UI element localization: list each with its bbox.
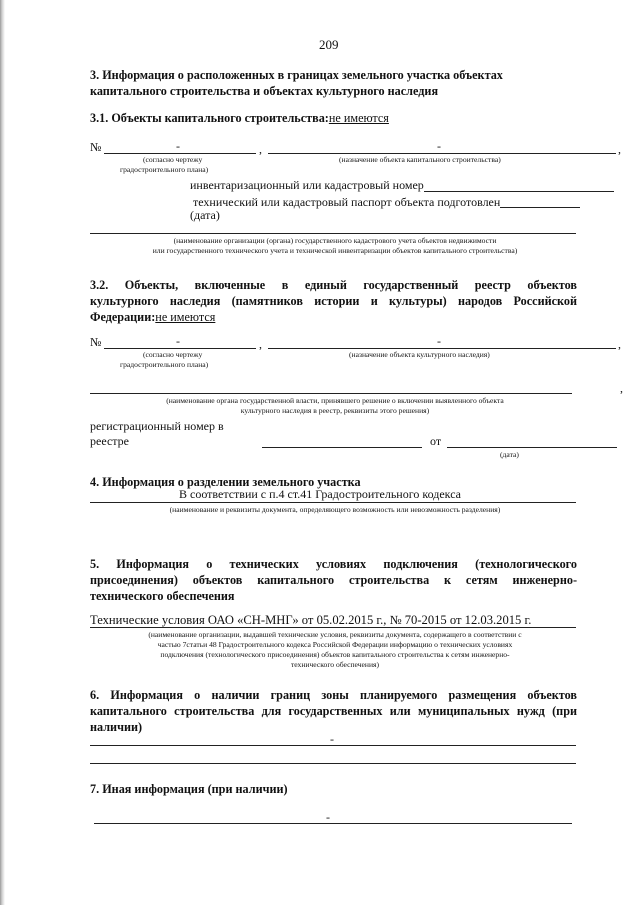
passport-line xyxy=(500,207,580,208)
date-line xyxy=(447,447,617,448)
registration-label: регистрационный номер в xyxy=(90,419,224,433)
comma: , xyxy=(259,142,262,156)
drawing-caption: градостроительного плана) xyxy=(120,165,209,174)
section-7-title: 7. Иная информация (при наличии) xyxy=(90,782,288,796)
dash: - xyxy=(437,334,441,348)
section-4-title: 4. Информация о разделении земельного участка xyxy=(90,475,361,489)
number-mark: № xyxy=(90,140,102,154)
authority-caption: (наименование органа государственной власти, принявшего решение о включении выявленного объекта культурного наследия в реестр, реквизиты этого решения) xyxy=(166,396,504,415)
inventory-line xyxy=(424,191,614,192)
purpose-caption: (назначение объекта капитального строительства) xyxy=(339,155,501,164)
dash: - xyxy=(326,810,330,824)
division-value: В соответствии с п.4 ст.41 Градостроительного кодекса xyxy=(179,487,461,501)
section-5-title: 5. Информация о технических условиях подключения (технологического присоединения) объектов капитального строительства к сетям инженерно- технического обеспечения xyxy=(90,557,577,603)
section-3-title: 3. Информация о расположенных в границах земельного участка объектах капитального строительства и объектах культурного наследия xyxy=(90,68,503,98)
comma: , xyxy=(620,381,623,395)
technical-conditions-caption: (наименование организации, выдавшей технические условия, реквизиты документа, содержащего в соответствии с частью 7статьи 48 Градостроительного кодекса Российской Федерации информацию о технических условиях подключения (технологического присоединения) объектов капитального строительства к сетям инженерно- технического обеспечения) xyxy=(148,630,522,669)
comma: , xyxy=(618,337,621,351)
registration-line xyxy=(262,447,422,448)
section-3-2-status: не имеются xyxy=(155,310,216,324)
number-mark: № xyxy=(90,335,102,349)
org-caption: (наименование организации (органа) государственного кадастрового учета объектов недвижимости или государственного технического учета и технической инвентаризации объектов капитального строительства) xyxy=(152,236,518,255)
drawing-caption: градостроительного плана) xyxy=(120,360,209,369)
scan-edge xyxy=(0,0,5,905)
date-caption: (дата) xyxy=(190,208,220,222)
dash: - xyxy=(330,732,334,746)
dash: - xyxy=(176,139,180,153)
authority-line xyxy=(90,393,572,394)
dash: - xyxy=(176,334,180,348)
drawing-caption: (согласно чертежу xyxy=(143,350,203,359)
comma: , xyxy=(259,337,262,351)
drawing-number-line xyxy=(104,348,256,349)
section-3-1-status: не имеются xyxy=(328,111,389,125)
technical-conditions-line xyxy=(90,627,576,628)
date-caption: (дата) xyxy=(500,450,519,459)
section-6-title: 6. Информация о наличии границ зоны планируемого размещения объектов капитального строительства для государственных или муниципальных нужд (при наличии) xyxy=(90,688,577,734)
division-line xyxy=(90,502,576,503)
division-caption: (наименование и реквизиты документа, определяющего возможность или невозможность разделения) xyxy=(169,505,501,514)
from-label: от xyxy=(430,434,442,448)
section-3-1-title: 3.1. Объекты капитального строительства:не имеются xyxy=(90,111,389,125)
section-3-2-title: 3.2. Объекты, включенные в единый государственный реестр объектов культурного наследия (памятников истории и культуры) народов Российской Федерации:не имеются xyxy=(90,278,577,324)
registration-label: реестре xyxy=(90,434,129,448)
dash: - xyxy=(437,139,441,153)
other-info-line xyxy=(94,823,572,824)
passport-label: технический или кадастровый паспорт объекта подготовлен xyxy=(193,195,501,209)
purpose-line xyxy=(268,153,616,154)
purpose-line xyxy=(268,348,616,349)
page-number: 209 xyxy=(319,37,339,52)
technical-conditions-value: Технические условия ОАО «СН-МНГ» от 05.02.2015 г., № 70-2015 от 12.03.2015 г. xyxy=(90,613,532,627)
org-line xyxy=(90,233,576,234)
drawing-caption: (согласно чертежу xyxy=(143,155,203,164)
comma: , xyxy=(618,142,621,156)
zone-line-1 xyxy=(90,745,576,746)
inventory-label: инвентаризационный или кадастровый номер xyxy=(190,178,424,192)
drawing-number-line xyxy=(104,153,256,154)
purpose-caption: (назначение объекта культурного наследия) xyxy=(349,350,490,359)
zone-line-2 xyxy=(90,763,576,764)
